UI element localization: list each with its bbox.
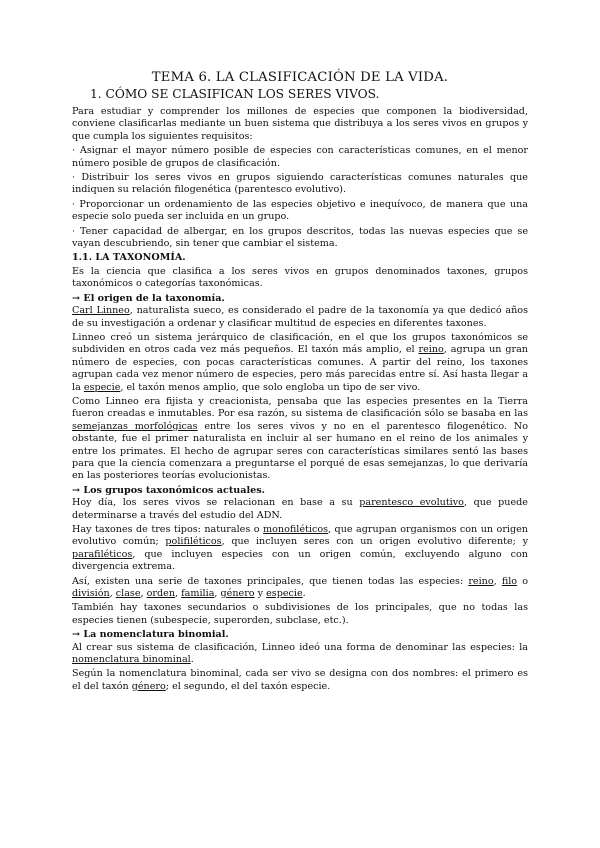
underlined-term: reino bbox=[418, 344, 444, 356]
underlined-term: filo bbox=[501, 575, 518, 587]
underlined-term: clase bbox=[115, 588, 141, 600]
text-span: Linneo creó un sistema jerárquico de clasificación, en el que los grupos taxonómicos se subdividen en otros cada vez más pequeños. El taxón más amplio, el bbox=[72, 331, 528, 356]
text-span: , que puede determinarse a través del estudio del ADN. bbox=[72, 497, 528, 521]
heading-origin-taxonomy: → El origen de la taxonomía. bbox=[72, 292, 225, 304]
text-span: y bbox=[254, 588, 267, 600]
text-span: , bbox=[175, 588, 182, 600]
underlined-term: parentesco evolutivo bbox=[359, 497, 464, 509]
underlined-term: orden bbox=[146, 588, 176, 600]
text-span: , bbox=[214, 588, 221, 600]
underlined-term: polifiléticos bbox=[165, 536, 222, 548]
text-span: Hay taxones de tres tipos: naturales o bbox=[72, 524, 264, 535]
document-page bbox=[72, 70, 528, 695]
text-span: , el taxón menos amplio, que solo engloba un tipo de ser vivo. bbox=[120, 381, 421, 393]
text-span: , que agrupan organismos con un origen evolutivo común; bbox=[72, 524, 528, 548]
requirement-item: · Tener capacidad de albergar, en los grupos descritos, todas las nuevas especies que se vayan descubriendo, sin tener que cambiar el sistema. bbox=[72, 225, 528, 250]
underlined-term: reino bbox=[468, 575, 494, 587]
groups-paragraph-1 bbox=[72, 497, 528, 522]
text-span: Así, existen una serie de taxones principales, que tienen todas las especies: bbox=[72, 575, 469, 587]
underlined-term: familia bbox=[181, 588, 215, 600]
nomenclature-paragraph-2 bbox=[72, 668, 528, 693]
section-heading-1: 1. CÓMO SE CLASIFICAN LOS SERES VIVOS. bbox=[90, 87, 380, 101]
requirement-item: · Distribuir los seres vivos en grupos siguiendo características comunes naturales que indiquen su relación filogenética (parentesco evolutivo). bbox=[72, 172, 528, 196]
intro-paragraph: Para estudiar y comprender los millones de especies que componen la biodiversidad, conviene clasificarlas mediante un buen sistema que distribuya a los seres vivos en grupos y que cumpla los siguientes requisitos: bbox=[72, 106, 528, 142]
text-span: , bbox=[493, 575, 502, 587]
underlined-term: división bbox=[72, 588, 110, 600]
text-span: , bbox=[109, 588, 116, 600]
taxonomy-definition: Es la ciencia que clasifica a los seres vivos en grupos denominados taxones, grupos taxonómicos o categorías taxonómicas. bbox=[72, 265, 528, 290]
heading-current-groups: → Los grupos taxonómicos actuales. bbox=[72, 484, 265, 496]
subsection-heading-taxonomy: 1.1. LA TAXONOMÍA. bbox=[72, 252, 186, 264]
groups-paragraph-3 bbox=[72, 576, 528, 601]
text-span: Como Linneo era fijista y creacionista, pensaba que las especies presentes en la Tierra fueron creadas e inmutables. Por esa razón, su sistema de clasificación sólo se basaba en las bbox=[72, 395, 528, 420]
underlined-term: especie bbox=[266, 588, 303, 600]
text-span: , bbox=[140, 588, 147, 600]
nomenclature-paragraph-1 bbox=[72, 642, 528, 667]
underlined-term: Carl Linneo bbox=[72, 305, 130, 317]
text-span: , que incluyen seres con un origen evolutivo diferente; y bbox=[221, 536, 528, 548]
origin-paragraph-1 bbox=[72, 305, 528, 330]
underlined-term: género bbox=[131, 680, 166, 692]
underlined-term: semejanzas morfológicas bbox=[72, 420, 198, 432]
requirement-item: · Proporcionar un ordenamiento de las especies objetivo e inequívoco, de manera que una especie solo pueda ser incluida en un grupo. bbox=[72, 198, 528, 223]
underlined-term: género bbox=[220, 588, 255, 600]
text-span: o bbox=[517, 575, 528, 587]
origin-paragraph-2 bbox=[72, 332, 528, 394]
underlined-term: nomenclatura binominal bbox=[72, 654, 191, 666]
underlined-term: especie bbox=[83, 381, 121, 393]
text-span: , naturalista sueco, es considerado el padre de la taxonomía ya que dedicó años de su investigación a ordenar y clasificar multitud de especies en diferentes taxones. bbox=[72, 305, 529, 329]
text-span: , agrupa un gran número de especies, con pocas características comunes. A partir del reino, los taxones agrupan cada vez menor número de especies, pero más parecidas entre sí. Así hasta llegar a la bbox=[72, 344, 528, 393]
groups-paragraph-4: También hay taxones secundarios o subdivisiones de los principales, que no todas las especies tienen (subespecie, superorden, subclase, etc.). bbox=[72, 602, 528, 626]
underlined-term: monofiléticos bbox=[263, 524, 329, 535]
requirement-item: · Asignar el mayor número posible de especies con características comunes, en el menor número posible de grupos de clasificación. bbox=[72, 145, 528, 169]
underlined-term: parafiléticos bbox=[72, 548, 133, 560]
heading-binomial-nomenclature: → La nomenclatura binomial. bbox=[72, 629, 229, 641]
text-span: , que incluyen especies con un origen común, excluyendo alguno con divergencia extrema. bbox=[72, 548, 528, 573]
text-span: entre los seres vivos y no en el parentesco filogenético. No obstante, fue el primer naturalista en incluir al ser humano en el reino de los animales y entre los primates. El hecho de agrupar seres con características similares sentó las bases para que la ciencia comenzara a preguntarse el porqué de esas semejanzas, lo que derivaría en las posteriores teorías evolucionistas. bbox=[72, 420, 528, 482]
groups-paragraph-2 bbox=[72, 524, 528, 574]
text-span: Según la nomenclatura binominal, cada ser vivo se designa con dos nombres: el primero es el del taxón bbox=[72, 668, 528, 692]
page-title: TEMA 6. LA CLASIFICACIÓN DE LA VIDA. bbox=[151, 70, 449, 85]
text-span: Hoy día, los seres vivos se relacionan en base a su bbox=[72, 497, 360, 509]
text-span: Al crear sus sistema de clasificación, Linneo ideó una forma de denominar las especies: la bbox=[72, 641, 528, 653]
text-span: . bbox=[302, 588, 306, 600]
origin-paragraph-3 bbox=[72, 396, 528, 483]
text-span: . bbox=[190, 654, 194, 666]
text-span: ; el segundo, el del taxón especie. bbox=[165, 680, 331, 692]
